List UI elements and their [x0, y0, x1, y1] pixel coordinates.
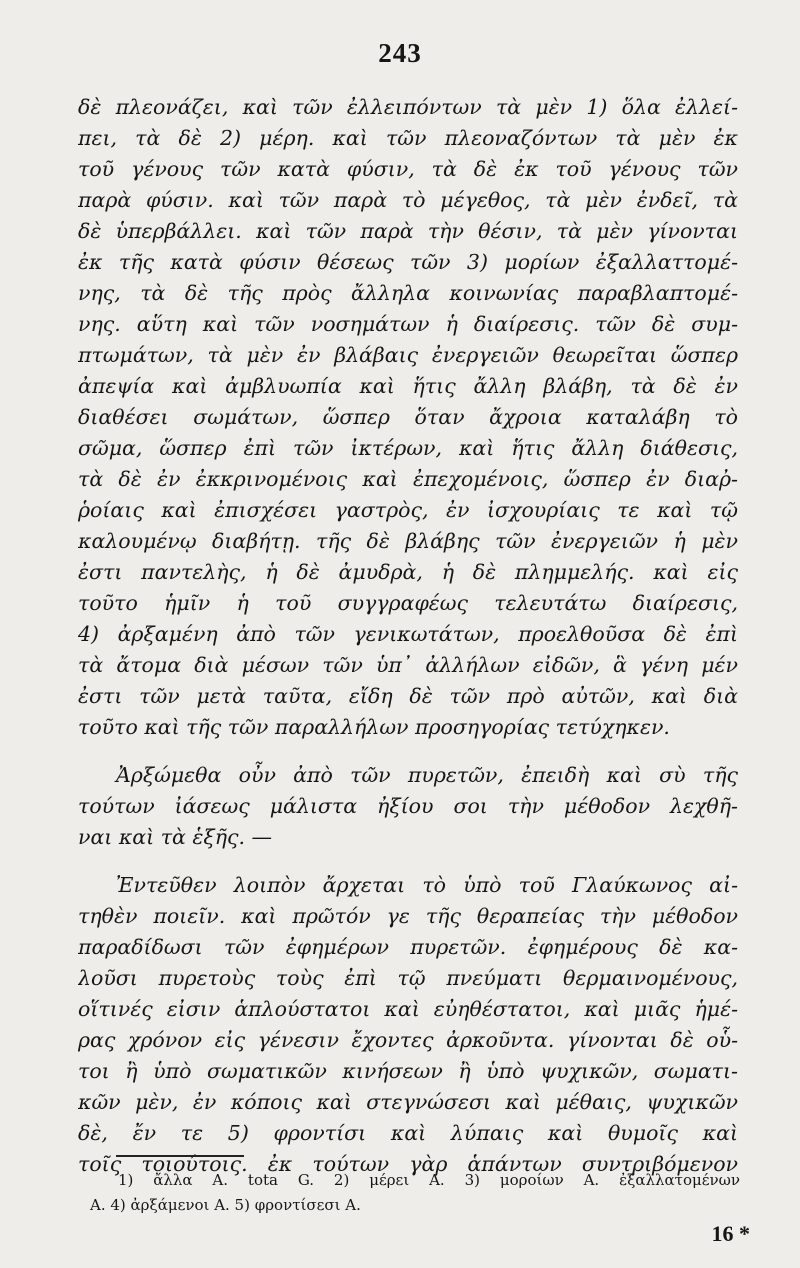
- text-line: τοῦ γένους τῶν κατὰ φύσιν, τὰ δὲ ἐκ τοῦ γένους τῶν: [78, 157, 738, 181]
- text-line: διαθέσει σωμάτων, ὥσπερ ὅταν ἄχροια καταλάβη τὸ: [78, 405, 738, 429]
- text-line: τηθὲν ποιεῖν. καὶ πρῶτόν γε τῆς θεραπείας τὴν μέθοδον: [78, 904, 738, 928]
- paragraph-2: [78, 760, 738, 853]
- text-line: τὰ δὲ ἐν ἐκκρινομένοις καὶ ἐπεχομένοις, ὥσπερ ἐν διαῤ-: [78, 467, 738, 491]
- text-line: νης. αὕτη καὶ τῶν νοσημάτων ἡ διαίρεσις. τῶν δὲ συμ-: [78, 312, 738, 336]
- text-line: καλουμένῳ διαβήτῃ. τῆς δὲ βλάβης τῶν ἐνεργειῶν ἡ μὲν: [78, 529, 738, 553]
- paragraph-3: [78, 870, 738, 1180]
- text-line: τοῦτο καὶ τῆς τῶν παραλλήλων προσηγορίας τετύχηκεν.: [78, 715, 670, 739]
- text-line: Ἐντεῦθεν λοιπὸν ἄρχεται τὸ ὑπὸ τοῦ Γλαύκωνος αἰ-: [116, 873, 738, 897]
- text-line: παρὰ φύσιν. καὶ τῶν παρὰ τὸ μέγεθος, τὰ μὲν ἐνδεῖ, τὰ: [78, 188, 738, 212]
- body-text: [78, 92, 738, 1180]
- text-line: τούτων ἰάσεως μάλιστα ἠξίου σοι τὴν μέθοδον λεχθῆ-: [78, 794, 738, 818]
- footnotes: [90, 1168, 740, 1218]
- text-line: κῶν μὲν, ἐν κόποις καὶ στεγνώσεσι καὶ μέθαις, ψυχικῶν: [78, 1090, 738, 1114]
- footnote-rule: [116, 1155, 244, 1157]
- text-line: σῶμα, ὥσπερ ἐπὶ τῶν ἰκτέρων, καὶ ἥτις ἄλλη διάθεσις,: [78, 436, 738, 460]
- text-line: δὲ, ἔν τε 5) φροντίσι καὶ λύπαις καὶ θυμοῖς καὶ: [78, 1121, 738, 1145]
- text-line: πτωμάτων, τὰ μὲν ἐν βλάβαις ἐνεργειῶν θεωρεῖται ὥσπερ: [78, 343, 738, 367]
- text-line: ἐστι τῶν μετὰ ταῦτα, εἴδη δὲ τῶν πρὸ αὐτῶν, καὶ διὰ: [78, 684, 738, 708]
- text-line: δὲ πλεονάζει, καὶ τῶν ἐλλειπόντων τὰ μὲν 1) ὅλα ἐλλεί-: [78, 95, 738, 119]
- text-line: δὲ ὑπερβάλλει. καὶ τῶν παρὰ τὴν θέσιν, τὰ μὲν γίνονται: [78, 219, 738, 243]
- text-line: ἀπεψία καὶ ἀμβλυωπία καὶ ἥτις ἄλλη βλάβη, τὰ δὲ ἐν: [78, 374, 738, 398]
- text-line: ναι καὶ τὰ ἑξῆς. —: [78, 825, 272, 849]
- paragraph-1: [78, 92, 738, 743]
- text-line: 4) ἀρξαμένη ἀπὸ τῶν γενικωτάτων, προελθοῦσα δὲ ἐπὶ: [78, 622, 738, 646]
- text-line: τοῖς τοιούτοις. ἐκ τούτων γὰρ ἁπάντων συντριβόμενον: [78, 1152, 738, 1176]
- text-line: νης, τὰ δὲ τῆς πρὸς ἄλληλα κοινωνίας παραβλαπτομέ-: [78, 281, 738, 305]
- text-line: ῥοίαις καὶ ἐπισχέσει γαστρὸς, ἐν ἰσχουρίαις τε καὶ τῷ: [78, 498, 738, 522]
- text-line: ἐκ τῆς κατὰ φύσιν θέσεως τῶν 3) μορίων ἐξαλλαττομέ-: [78, 250, 738, 274]
- text-line: λοῦσι πυρετοὺς τοὺς ἐπὶ τῷ πνεύματι θερμαινομένους,: [78, 966, 738, 990]
- text-line: Ἀρξώμεθα οὖν ἀπὸ τῶν πυρετῶν, ἐπειδὴ καὶ σὺ τῆς: [116, 763, 738, 787]
- text-line: ρας χρόνον εἰς γένεσιν ἔχοντες ἀρκοῦντα. γίνονται δὲ οὗ-: [78, 1028, 738, 1052]
- text-line: ἐστι παντελὴς, ἡ δὲ ἀμυδρὰ, ἡ δὲ πλημμελής. καὶ εἰς: [78, 560, 738, 584]
- text-line: πει, τὰ δὲ 2) μέρη. καὶ τῶν πλεοναζόντων τὰ μὲν ἐκ: [78, 126, 738, 150]
- text-line: τὰ ἄτομα διὰ μέσων τῶν ὑπ᾽ ἀλλήλων εἰδῶν, ἃ γένη μέν: [78, 653, 738, 677]
- text-line: τοῦτο ἡμῖν ἡ τοῦ συγγραφέως τελευτάτω διαίρεσις,: [78, 591, 738, 615]
- text-line: οἵτινές εἰσιν ἁπλούστατοι καὶ εὐηθέστατοι, καὶ μιᾶς ἡμέ-: [78, 997, 738, 1021]
- footnote-line: 1) ἄλλα A. tota G. 2) μέρει A. 3) μοροίων A. ἐξαλλατομένων: [118, 1171, 740, 1189]
- signature-mark: 16 *: [711, 1221, 750, 1246]
- text-line: τοι ἢ ὑπὸ σωματικῶν κινήσεων ἢ ὑπὸ ψυχικῶν, σωματι-: [78, 1059, 738, 1083]
- footnote-line: A. 4) ἀρξάμενοι A. 5) φροντίσεσι A.: [90, 1196, 361, 1214]
- text-line: παραδίδωσι τῶν ἐφημέρων πυρετῶν. ἐφημέρους δὲ κα-: [78, 935, 738, 959]
- page-number: 243: [378, 38, 422, 68]
